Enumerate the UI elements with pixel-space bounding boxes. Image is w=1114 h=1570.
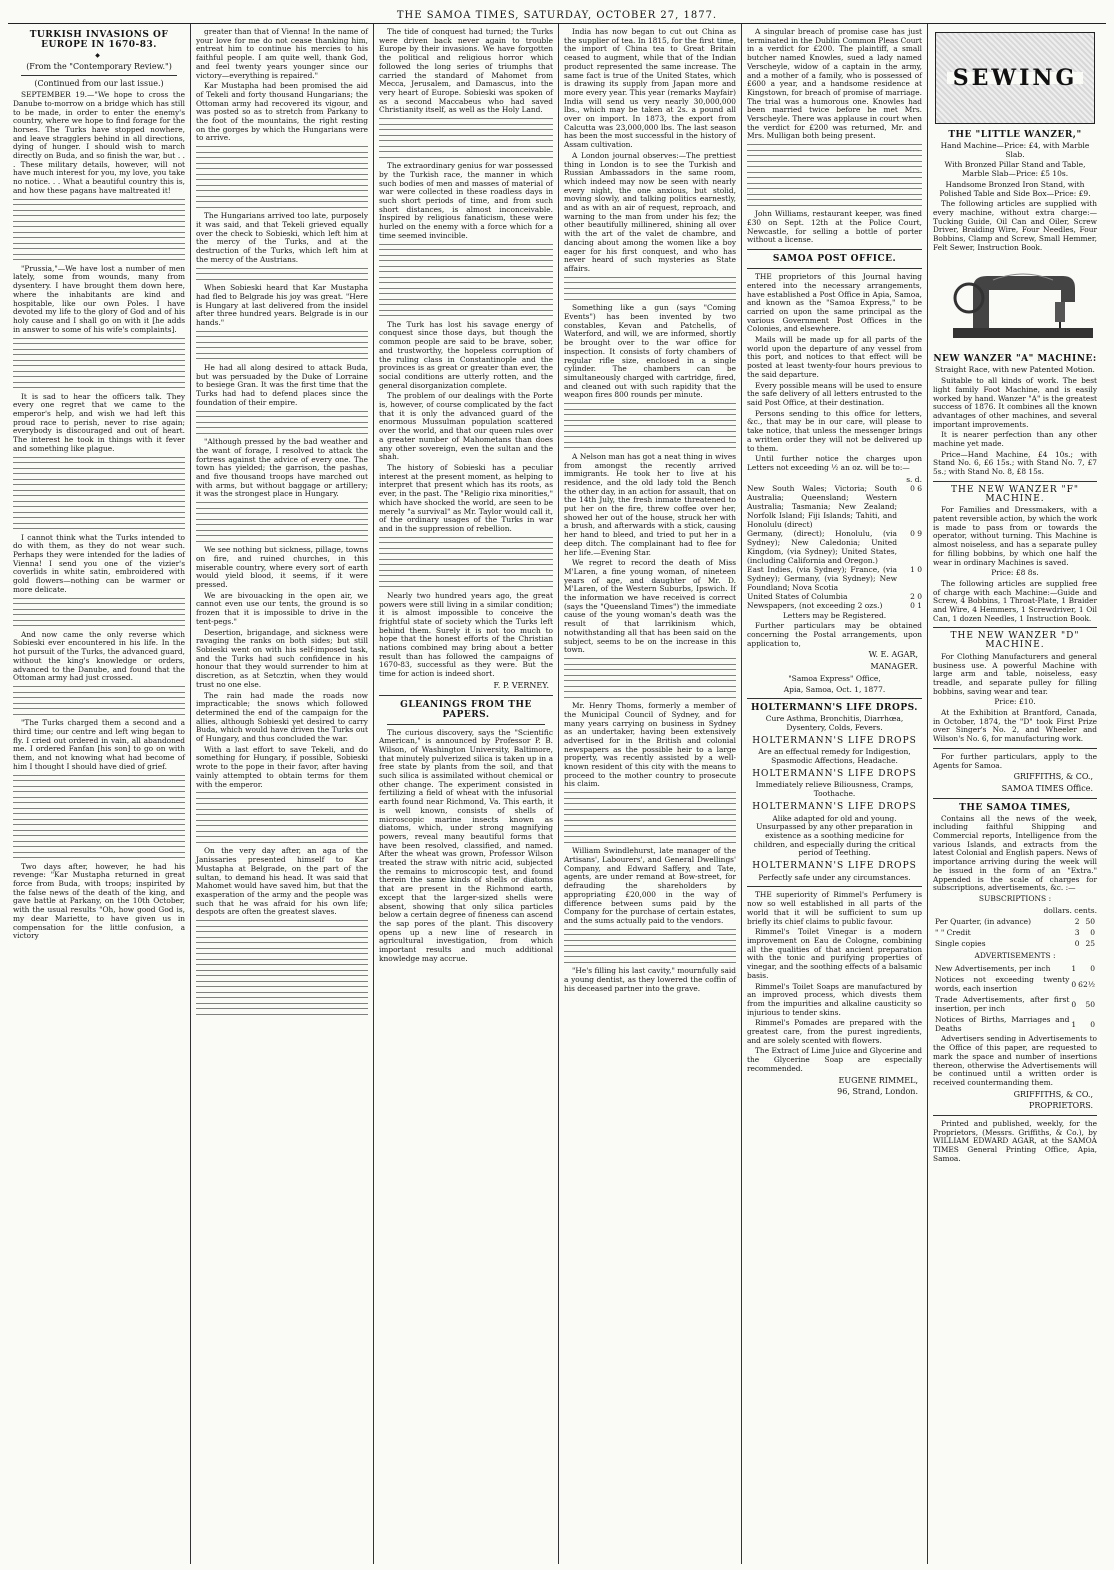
section-title: GLEANINGS FROM THE PAPERS.: [400, 699, 532, 720]
table-row: Notices not exceeding twenty words, each insertion 0 62½: [935, 975, 1095, 994]
rimmel-address: 96, Strand, London.: [837, 1087, 918, 1097]
ad-subtitle: HOLTERMANN'S LIFE DROPS: [752, 861, 917, 872]
ad-subtitle: HOLTERMANN'S LIFE DROPS: [752, 801, 917, 812]
column-1: [8, 24, 191, 1564]
rate-row: Germany, (direct); Honolulu, (via Sydney); New Caledonia; United Kingdom, (via Sydney); United States, (including California and Oregon.) 0 9: [747, 528, 922, 565]
text-block: [196, 792, 368, 843]
paragraph: A Nelson man has got a neat thing in wives from amongst the recently arrived immigrants. He took her to live at his residence, and the old lady told the Bench the other day, in an action for assault, that on the 14th July, the fresh inmate threatened to put her on the fire, threw coffee over her, showed her out of the house, struck her with a brush, and afterwards with a stick, causing her hand to bleed, and tried to put her in a deep ditch. The complainant had to flee for her life.—Evening Star.: [564, 451, 736, 557]
paragraph: Mr. Henry Thoms, formerly a member of the Municipal Council of Sydney, and for many years carrying on business in Sydney as an undertaker, having been extensively advertised for in the British and colonial newspapers as the possible heir to a large property, was recently assisted by a well-known resident of this city with the means to proceed to the mother country to prosecute his claim.: [564, 701, 736, 789]
paragraph: A London journal observes:—The prettiest thing in London is to see the Turkish and Russian Ambassadors in the same room, which indeed may now be seen with nearly every night, the one anxious, but stolid, moving slowly, and talking politics earnestly, and as with an air of request, reproach, and warning to the man from under his fez; the other beautifully millinered, shining all over with the art of the valet de chambre, and dancing about among the women like a boy eager for his first conquest, and who has never heard of such mysteries as State affairs.: [564, 150, 736, 273]
table-row: New Advertisements, per inch 1 0: [935, 964, 1095, 974]
text-block: [564, 792, 736, 843]
paragraph: For Clothing Manufacturers and general business use. A powerful Machine with large arm and table, noiseless, easy treadle, and separate pulley for filling bobbins, saving wear and tear.: [933, 651, 1097, 696]
paragraph: greater than that of Vienna! In the name of your love for me do not cease thanking him, entreat him to continue his mercies to his faithful people. I am quite well, thank God, and feel twenty years younger since our victory—everything is repaired.": [196, 27, 368, 80]
rates-header: s. d.: [906, 474, 922, 484]
logo-text: SEWING: [947, 72, 1084, 85]
article-source: (From the "Contemporary Review."): [26, 61, 172, 71]
divider: [747, 886, 922, 887]
text-block: [13, 199, 185, 261]
divider: [21, 75, 177, 76]
paragraph: Price—Hand Machine, £4 10s.; with Stand No. 6, £6 15s.; with Stand No. 7, £7 5s.; with Stand No. 8, £8 15s.: [933, 449, 1097, 477]
text-block: [196, 331, 368, 360]
proprietors-name: GRIFFITHS, & CO.,: [1013, 1089, 1093, 1099]
paragraph: SEPTEMBER 19.—"We hope to cross the Danube to-morrow on a bridge which has still to be made, in order to enter the enemy's country, where we hope to find forage for the horses. The Turks have stopped nowhere, and leave stragglers behind in all directions, dying of hunger. I should wish to march directly on Buda, and so finish the war, but . . . These military details, however, will not have much interest for you, my love, you take no notice. . . What a beautiful country this is, and how these pagans have maltreated it!: [13, 90, 185, 195]
paragraph: The Hungarians arrived too late, purposely it was said, and that Tekeli grieved equally over the check to Sobieski, which left him at the mercy of the Turks, and at the destruction of the Turks, which left him at the mercy of the Austrians.: [196, 211, 368, 264]
paragraph: "He's filling his last cavity," mournfully said a young dentist, as they lowered the coffin of his deceased partner into the grave.: [564, 966, 736, 993]
paragraph: At the Exhibition at Brantford, Canada, in October, 1874, the "D" took First Prize over Singer's No. 2, and Wheeler and Wilson's No. 6, for manufacturing work.: [933, 708, 1097, 744]
paragraph: Something like a gun (says "Coming Events") has been invented by two constables, Kevan and Patchells, of Waterford, and will, we are informed, shortly be brought over to the war office for inspection. It consists of forty chambers of regular rifle size, enclosed in a single cylinder. The chambers can be simultaneously charged with cartridge, fired, and cleaned out with such rapidity that the weapon fires 800 rounds per minute.: [564, 303, 736, 400]
ad-text: Alike adapted for old and young. Unsurpassed by any other preparation in existence as a soothing medicine for children, and especially during the critical period of Teething.: [753, 813, 916, 858]
ad-title: NEW WANZER "A" MACHINE:: [933, 354, 1097, 365]
text-block: [13, 775, 185, 859]
masthead: THE SAMOA TIMES, SATURDAY, OCTOBER 27, 1877.: [8, 6, 1106, 24]
paragraph: Rimmel's Toilet Vinegar is a modern improvement on Eau de Cologne, combining all the qualities of that ancient preparation with the tonic and purifying properties of vinegar, and the soothing effects of a balsamic basis.: [747, 927, 922, 980]
ad-title: THE "LITTLE WANZER,": [948, 130, 1082, 140]
imprint: Printed and published, weekly, for the Proprietors, (Messrs. Griffiths, & Co.), by WILLIAM EDWARD AGAR, at the SAMOA TIMES General Printing Office, Apia, Samoa.: [933, 1119, 1097, 1163]
divider: [747, 249, 922, 250]
paragraph: Suitable to all kinds of work. The best light family Foot Machine, and is easily worked by hand. Wanzer "A" is the greatest success of 1876. It combines all the known advantages of other machines, and several important improvements.: [933, 376, 1097, 429]
column-6: [928, 24, 1102, 1564]
paragraph: Rimmel's Pomades are prepared with the greatest care, from the purest ingredients, and are solely scented with flowers.: [747, 1018, 922, 1045]
rate-row: East Indies, (via Sydney); France, (via Sydney); Germany, (via Sydney); New Foundland; Nova Scotia 1 0: [747, 564, 922, 592]
table-row: Notices of Births, Marriages and Deaths 1 0: [935, 1015, 1095, 1034]
paragraph: THE superiority of Rimmel's Perfumery is now so well established in all parts of the world that it will be sufficient to sum up briefly its chief claims to public favour.: [747, 890, 922, 926]
ad-text: Immediately relieve Biliousness, Cramps, Toothache.: [755, 780, 914, 799]
price: Price: £8 8s.: [991, 568, 1039, 578]
divider: [933, 481, 1097, 482]
paragraph: Persons sending to this office for letters, &c., that may be in our care, will please to take notice, that unless the messenger brings a written order they will not be delivered up to them.: [747, 408, 922, 453]
sewing-machine-illustration: [943, 258, 1087, 348]
divider: [747, 268, 922, 269]
text-block: [196, 146, 368, 208]
paragraph: "Although pressed by the bad weather and the want of forage, I resolved to attack the fortress against the advice of every one. The town has yielded; the garrison, the pashas, and five thousand troops have marched out with arms, but without baggage or artillery; it was the strongest place in Hungary.: [196, 437, 368, 499]
text-block: [13, 457, 185, 530]
ad-text: Perfectly safe under any circumstances.: [758, 872, 911, 882]
agent-office: "Samoa Express" Office,: [788, 673, 881, 683]
paragraph: The curious discovery, says the "Scientific American," is announced by Professor P. B. Wilson, of Washington University, Baltimore, that minutely pulverized silica is taken up in a free state by plants from the soil, and that such silica is assimilated without chemical or other change. The experiment consisted in fertilizing a field of wheat with the infusorial earth found near Richmond, Va. This earth, it is well known, consists of shells of microscopic marine insects known as diatoms, which, under strong magnifying powers, reveal many beautiful forms that have been resolved, classified, and named. After the wheat was grown, Professor Wilson treated the straw with nitric acid, subjected the remains to microscopic test, and found therein the same kinds of shells or diatoms that are present in the Richmond earth, except that the larger-sized shells were absent, showing that only silica particles below a certain degree of fineness can ascend the sap pores of the plant. This discovery opens up a new line of research in agricultural investigation, from which important results and much additional knowledge may accrue.: [379, 727, 553, 963]
paragraph: We regret to record the death of Miss M'Laren, a fine young woman, of nineteen years of age, and daughter of Mr. D. M'Laren, of the Western Suburbs, Ipswich. If the information we have received is correct (says the "Queensland Times") the immediate cause of the young woman's death was the result of that larrikinism which, notwithstanding all that has been said on the subject, seems to be on the increase in this town.: [564, 558, 736, 655]
paragraph: Desertion, brigandage, and sickness were ravaging the ranks on both sides; but still Sobieski went on with his self-imposed task, and the Turks had such confidence in his honour that they would surrender to him at discretion, as at Setcztin, when they would trust no one else.: [196, 627, 368, 689]
paragraph: For further particulars, apply to the Agents for Samoa.: [933, 751, 1097, 770]
agents-name: GRIFFITHS, & CO.,: [1013, 772, 1093, 782]
paragraph: The following articles are supplied free of charge with each Machine:—Guide and Screw, 4 Bobbins, 1 Throat-Plate, 1 Braider and Wire, 4 Hemmers, 1 Screwdriver, 1 Oil Can, 1 dozen Needles, 1 Instruction Book.: [933, 578, 1097, 623]
paragraph: A singular breach of promise case has just terminated in the Dublin Common Pleas Court in a verdict for £200. The plaintiff, a small butcher named Knowles, sued a lady named Verscheyle, widow of a captain in the army, and a mother of a family, who is possessed of £600 a year, and a handsome residence at Kingstown, for breach of promise of marriage. The trial was a humorous one. Knowles had been married twice before he met Mrs. Verscheyle. There was applause in court when the verdict for £200 was returned, Mr. and Mrs. Mulligan both being present.: [747, 27, 922, 141]
text-block: [13, 686, 185, 715]
text-block: [564, 929, 736, 963]
paragraph: For Families and Dressmakers, with a patent reversible action, by which the work is made to pass from or towards the operator, without turning. This Machine is almost noiseless, and has a separate pulley for filling bobbins, by which one half the wear in ordinary Machines is saved.: [933, 505, 1097, 567]
ad-text: Are an effectual remedy for Indigestion, Spasmodic Affections, Headache.: [758, 747, 911, 766]
paragraph: He had all along desired to attack Buda, but was persuaded by the Duke of Lorraine to besiege Gran. It was the first time that the Turks had had to defend places since the foundation of their empire.: [196, 362, 368, 407]
sewing-machine-icon: [943, 258, 1102, 348]
paragraph: I cannot think what the Turks intended to do with them, as they do not wear such. Perhaps they were intended for the ladies of Vienna! I send you one of the vizier's coverlids in white satin, embroidered with gold flowers—nothing can be warmer or more delicate.: [13, 532, 185, 594]
article-title: TURKISH INVASIONS OF EUROPE IN 1670-83.: [29, 30, 169, 50]
paragraph: William Swindlehurst, late manager of the Artisans', Labourers', and General Dwellings' Company, and Edward Saffery, and Tate, agents, are under remand at Bow-street, for defrauding the shareholders by appropriating £20,000 in the way of difference between sums paid by the Company for the purchase of certain estates, and the sums actually paid to the vendors.: [564, 846, 736, 925]
text-block: [564, 403, 736, 448]
column-3: [374, 24, 559, 1564]
text-block: [13, 338, 185, 389]
text-block: [379, 118, 553, 158]
subs-cols: dollars. cents.: [1043, 905, 1097, 915]
paragraph: Kar Mustapha had been promised the aid of Tekeli and forty thousand Hungarians; the Ottoman army had recovered its vigour, and was posted so as to stretch from Parkany to the foot of the mountains, the right resting on the gorges by which the Hungarians were to arrive.: [196, 81, 368, 143]
ad-text: Hand Machine—Price: £4, with Marble Slab.: [940, 141, 1090, 159]
paragraph: Mails will be made up for all parts of the world upon the departure of any vessel from this port, and notices to that effect will be posted at least twenty-four hours previous to the said departure.: [747, 335, 922, 379]
rate-row: New South Wales; Victoria; South Australia; Queensland; Western Australia; Tasmania; New Zealand; Norfolk Island; Fiji Islands; Tahiti, and Honolulu (direct) 0 6: [747, 483, 922, 529]
continued-note: (Continued from our last issue.): [34, 79, 164, 89]
paragraph: The problem of our dealings with the Porte is, however, of course complicated by the fact that it is only the advanced guard of the enormous Mussulman population scattered over the world, and that our queen rules over a greater number of Mahometans than does any other sovereign, even the sultan and the shah.: [379, 391, 553, 462]
paragraph: "Prussia,"—We have lost a number of men lately, some from wounds, many from dysentery. I have brought them down here, where the inhabitants are kind and hospitable, like our own Poles. I have devoted my life to the glory of God and of his holy cause and I shall go on with it [he adds in answer to some of his wife's complaints].: [13, 263, 185, 334]
ad-text: With Bronzed Pillar Stand and Table, Marble Slab—Price: £5 10s.: [944, 160, 1086, 179]
agent-role: MANAGER.: [870, 662, 918, 672]
text-block: [196, 920, 368, 1015]
divider: [933, 627, 1097, 628]
paragraph: With a last effort to save Tekeli, and do something for Hungary, if possible, Sobieski wrote to the pope in their favor, after having vainly attempted to obtain terms for them with the emperor.: [196, 744, 368, 789]
subscriptions-heading: SUBSCRIPTIONS :: [978, 894, 1052, 903]
rimmel-signature: EUGENE RIMMEL,: [838, 1075, 918, 1085]
divider: [747, 698, 922, 699]
subscriptions-table: [933, 915, 1097, 950]
advertisements-heading: ADVERTISEMENTS :: [974, 950, 1056, 960]
paragraph: The history of Sobieski has a peculiar interest at the present moment, as helping to interpret that present which has its roots, as ever, in the past. The "Religio rixa minorities," which have shocked the world, are seen to be merely "a survival" as Mr. Taylor would call it, of the ordinary usages of the Turks in war and in the suppression of rebellion.: [379, 462, 553, 533]
paragraph: We see nothing but sickness, pillage, towns on fire, and ruined churches, in this miserable country, where every sort of earth would yield blood, it seems, if it were pressed.: [196, 545, 368, 590]
paragraph: John Williams, restaurant keeper, was fined £30 on Sept. 12th at the Police Court, Newcastle, for selling a bottle of porter without a license.: [747, 209, 922, 245]
divider: [933, 748, 1097, 749]
paragraph: THE proprietors of this Journal having entered into the necessary arrangements, have established a Post Office in Apia, Samoa, and known as the "Samoa Express," to be carried on upon the same principal as the various Government Post Offices in the Colonies, and elsewhere.: [747, 272, 922, 334]
paragraph: And now came the only reverse which Sobieski ever encountered in his life. In the hot pursuit of the Turks, the advanced guard, without the king's knowledge or orders, advanced to the Danube, and found that the Ottoman army had just crossed.: [13, 629, 185, 683]
paragraph: On the very day after, an aga of the Janissaries presented himself to Kar Mustapha at Belgrade, on the part of the sultan, to demand his head. It was said that Mahomet would have saved him, but that the exasperation of the army and the people was such that he was afraid for his own life; despots are often the greatest slaves.: [196, 846, 368, 917]
signature: F. P. VERNEY.: [493, 680, 549, 690]
ad-text: Cure Asthma, Bronchitis, Diarrhœa, Dysentery, Colds, Fevers.: [765, 714, 904, 732]
paragraph: Nearly two hundred years ago, the great powers were still living in a similar condition; it is almost impossible to conceive the frightful state of society which the Turks left behind them. Surely it is not too much to hope that the honest efforts of the Christian nations combined may bring about a better result than has followed the campaigns of 1670-83, successful as they were. But the time for action is indeed short.: [379, 590, 553, 679]
text-block: [747, 144, 922, 206]
divider: ◆: [95, 52, 103, 59]
section-title: THE SAMOA TIMES,: [959, 802, 1071, 813]
text-block: [564, 658, 736, 698]
paragraph: Contains all the news of the week, including faithful Shipping and Commercial reports, Intelligence from the various Islands, and extracts from the latest Colonial and English papers. News of importance arriving during the week will be issued in the form of an "Extra." Appended is the scale of charges for subscriptions, advertisements, &c. :—: [933, 813, 1097, 893]
agent-name: W. E. AGAR,: [868, 650, 918, 660]
text-block: [196, 268, 368, 280]
paragraph: The Turk has lost his savage energy of conquest since those days, but though the common people are said to be brave, sober, and trustworthy, the hopeless corruption of the ruling class in Constantinople and the provinces is as great or greater than ever, the social conditions are utterly rotten, and the general disorganization complete.: [379, 319, 553, 390]
table-row: Trade Advertisements, after first insertion, per inch 0 50: [935, 995, 1095, 1014]
table-row: " " Credit 3 0: [935, 927, 1095, 937]
paragraph: It is sad to hear the officers talk. They every one regret that we came to the emperor's help, and wish we had left this proud race to perish, never to rise again; everybody is discouraged and out of heart. The interest he took in things with it fever and something like plague.: [13, 391, 185, 453]
advertisements-table: [933, 962, 1097, 1035]
paragraph: The following articles are supplied with every machine, without extra charge:—Tucking Guide, Oil Can and Oiler, Screw Driver, Braiding Wire, Four Needles, Four Bobbins, Clamp and Screw, Small Hemmer, Felt Sewer, Instruction Book.: [933, 199, 1097, 252]
section-title: SAMOA POST OFFICE.: [772, 254, 897, 265]
paragraph: India has now began to cut out China as the supplier of tea. In 1815, for the first time, the import of China tea to Great Britain ceased to augment, while that of the Indian product represented the same increase. The same fact is true of the United States, which is drawing its supply from Japan more and more every year. This year (remarks Mayfair) India will send us very nearly 30,000,000 lbs., which may be taken at 2s. a pound all over on import. In 1873, the export from Calcutta was 23,000,000 lbs. The last season has been the most successful in the history of Assam cultivation.: [564, 27, 736, 150]
paragraph: The extraordinary genius for war possessed by the Turkish race, the manner in which such bodies of men and masses of material of war were collected in these roadless days in such short periods of time, and from such short distances, is almost inconceivable. Inspired by religious fanaticism, these were hurled on the enemy with a force which for a time seemed invincible.: [379, 161, 553, 240]
paragraph: The tide of conquest had turned; the Turks were driven back never again to trouble Europe by their invasions. We have forgotten the political and religious horror which followed the long series of triumphs that carried the standard of Mahomet from Mecca, Jerusalem, and Damascus, into the very heart of Europe. Sobieski was spoken of as a second Maccabeus who had saved Christianity itself, as well as the Holy Land.: [379, 27, 553, 115]
sewing-logo: [935, 32, 1095, 124]
paragraph: Rimmel's Toilet Soaps are manufactured by an improved process, which divests them from the impurities and alkaline causticity so injurious to tender skins.: [747, 981, 922, 1017]
registered-note: Letters may be Registered.: [782, 610, 887, 620]
ad-title: THE NEW WANZER "F" MACHINE.: [951, 484, 1079, 504]
paragraph: We are bivouacking in the open air, we cannot even use our tents, the ground is so frozen that it is impossible to drive in the tent-pegs.": [196, 590, 368, 626]
text-block: [379, 244, 553, 317]
divider: [933, 1115, 1097, 1116]
table-row: Per Quarter, (in advance) 2 50: [935, 916, 1095, 926]
table-row: Single copies 0 25: [935, 938, 1095, 948]
ad-title: HOLTERMANN'S LIFE DROPS.: [751, 703, 918, 714]
rate-row: United States of Columbia 2 0: [747, 591, 922, 601]
rate-row: Newspapers, (not exceeding 2 ozs.) 0 1: [747, 600, 922, 610]
ad-text: Handsome Bronzed Iron Stand, with Polished Table and Side Box—Price: £9.: [939, 179, 1091, 198]
text-block: [564, 277, 736, 300]
agent-date: Apia, Samoa, Oct. 1, 1877.: [783, 684, 886, 694]
column-4: [559, 24, 742, 1564]
paragraph: "The Turks charged them a second and a third time; our centre and left wing began to fly. I cried out ordered in vain, all abandoned me. I ordered Fanfan [his son] to go on with them, and not knowing what had become of him I thought I should have died of grief.: [13, 718, 185, 771]
ad-subtitle: Straight Race, with new Patented Motion.: [935, 365, 1095, 375]
divider: [387, 724, 545, 725]
ad-subtitle: HOLTERMANN'S LIFE DROPS: [752, 768, 917, 779]
proprietors-label: PROPRIETORS.: [1028, 1101, 1093, 1111]
paragraph: Every possible means will be used to ensure the safe delivery of all letters entrusted to the said Post Office, at their destination.: [747, 380, 922, 407]
paragraph: The Extract of Lime Juice and Glycerine and the Glycerine Soap are especially recommended.: [747, 1046, 922, 1073]
paragraph: The rain had made the roads now impracticable; the snows which followed determined the end of the campaign for the allies, although Sobieski yet desired to carry Buda, which would have driven the Turks out of Hungary, and thus concluded the war.: [196, 690, 368, 744]
divider: [933, 798, 1097, 799]
text-block: [13, 598, 185, 627]
paragraph: Two days after, however, he had his revenge: "Kar Mustapha returned in great force from Buda, with troops; inspirited by the false news of the death of the king, and gave battle at Parkany, on the 10th October, with the usual results "Oh, how good God is, my dear Mariette, to have given us in compensation for the little confusion, a victory: [13, 861, 185, 941]
text-block: [196, 502, 368, 542]
ad-title: THE NEW WANZER "D" MACHINE.: [950, 631, 1080, 651]
text-block: [379, 537, 553, 588]
text-block: [196, 411, 368, 434]
paragraph: It is nearer perfection than any other machine yet made.: [933, 430, 1097, 449]
price: Price: £10.: [994, 697, 1036, 707]
columns: [8, 24, 1106, 1564]
ad-subtitle: HOLTERMANN'S LIFE DROPS: [752, 735, 917, 746]
paragraph: When Sobieski heard that Kar Mustapha had fled to Belgrade his joy was great. "Here is Hungary at last delivered from the insidel after three hundred years. Belgrade is in our hands.": [196, 283, 368, 328]
agents-office: SAMOA TIMES Office.: [1001, 783, 1093, 793]
paragraph: Further particulars may be obtained concerning the Postal arrangements, upon application to,: [747, 621, 922, 648]
divider: [379, 695, 553, 696]
column-2: [191, 24, 374, 1564]
paragraph: Advertisers sending in Advertisements to the Office of this paper, are requested to mark the space and number of insertions thereon, otherwise the Advertisements will be continued until a written order is received countermanding them.: [933, 1034, 1097, 1087]
column-5: [742, 24, 928, 1564]
paragraph: Until further notice the charges upon Letters not exceeding ½ an oz. will be to:—: [747, 454, 922, 472]
